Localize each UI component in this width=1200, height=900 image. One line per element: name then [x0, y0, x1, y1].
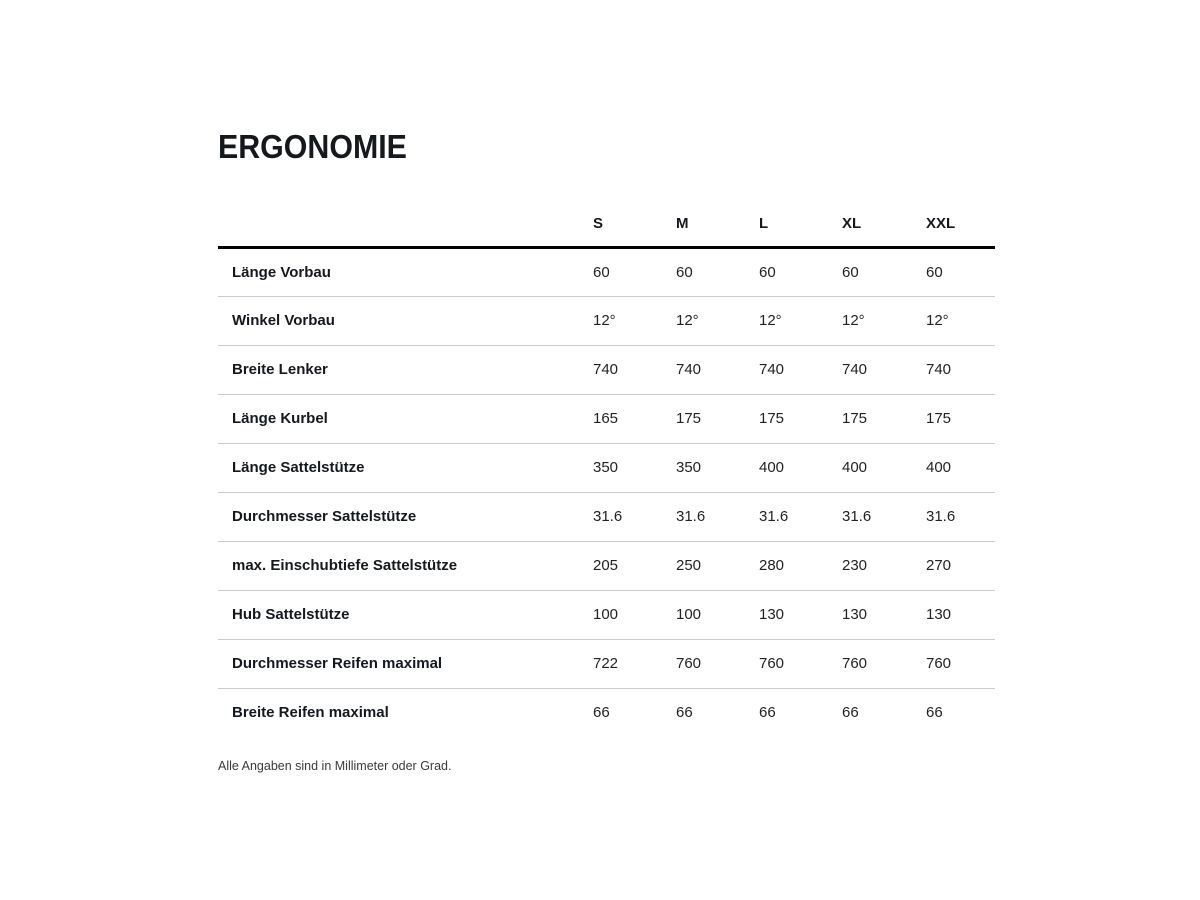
- spec-value: 12°: [676, 296, 759, 345]
- spec-value: 12°: [593, 296, 676, 345]
- row-label: Länge Sattelstütze: [218, 443, 593, 492]
- spec-value: 130: [759, 590, 842, 639]
- spec-value: 740: [926, 345, 995, 394]
- row-label: max. Einschubtiefe Sattelstütze: [218, 541, 593, 590]
- spec-value: 100: [593, 590, 676, 639]
- spec-value: 31.6: [676, 492, 759, 541]
- spec-value: 66: [593, 704, 610, 722]
- spec-table-body: [218, 247, 995, 737]
- spec-value: 740: [593, 345, 676, 394]
- spec-value: 130: [926, 590, 995, 639]
- spec-value: 205: [593, 541, 676, 590]
- spec-value: 230: [842, 541, 926, 590]
- row-label: Hub Sattelstütze: [218, 590, 593, 639]
- spec-value: 165: [593, 394, 676, 443]
- spec-value: 760: [842, 639, 926, 688]
- spec-value: 66: [842, 704, 859, 722]
- row-label: Länge Vorbau: [218, 247, 593, 296]
- spec-value: 760: [676, 639, 759, 688]
- spec-value: 280: [759, 541, 842, 590]
- spec-value: 740: [759, 345, 842, 394]
- spec-value: 60: [842, 247, 926, 296]
- column-header: S: [593, 187, 676, 247]
- spec-value: 400: [926, 443, 995, 492]
- spec-value: 12°: [842, 296, 926, 345]
- spec-value: 760: [926, 639, 995, 688]
- spec-value: 31.6: [926, 492, 995, 541]
- row-label: Breite Reifen maximal: [232, 704, 389, 722]
- page-title: ERGONOMIE: [218, 128, 407, 165]
- spec-value: 400: [842, 443, 926, 492]
- row-label: Durchmesser Sattelstütze: [218, 492, 593, 541]
- spec-value: 12°: [759, 296, 842, 345]
- column-header: L: [759, 187, 842, 247]
- spec-value: 60: [926, 247, 995, 296]
- spec-value: 760: [759, 639, 842, 688]
- table-row: [218, 590, 995, 639]
- spec-value: 400: [759, 443, 842, 492]
- table-row: [218, 247, 995, 296]
- column-header: M: [676, 187, 759, 247]
- spec-value: 175: [676, 394, 759, 443]
- spec-value: 270: [926, 541, 995, 590]
- footnote: Alle Angaben sind in Millimeter oder Grad.: [218, 759, 452, 773]
- spec-value: 350: [676, 443, 759, 492]
- spec-value: 31.6: [842, 492, 926, 541]
- column-header: XXL: [926, 187, 995, 247]
- spec-value: 60: [759, 247, 842, 296]
- row-label: Breite Lenker: [218, 345, 593, 394]
- spec-value: 175: [926, 394, 995, 443]
- table-row: [218, 688, 995, 737]
- spec-table: [218, 187, 995, 737]
- spec-value: 250: [676, 541, 759, 590]
- spec-value: 66: [759, 704, 776, 722]
- spec-value: 100: [676, 590, 759, 639]
- row-label: Winkel Vorbau: [218, 296, 593, 345]
- spec-value: 66: [926, 704, 943, 722]
- table-row: [218, 394, 995, 443]
- spec-value: 350: [593, 443, 676, 492]
- table-row: [218, 541, 995, 590]
- spec-value: 740: [676, 345, 759, 394]
- table-row: [218, 296, 995, 345]
- table-row: [218, 345, 995, 394]
- row-label: Durchmesser Reifen maximal: [218, 639, 593, 688]
- column-header: XL: [842, 187, 926, 247]
- label-column-header: [218, 187, 593, 247]
- row-label: Länge Kurbel: [218, 394, 593, 443]
- spec-value: 60: [593, 247, 676, 296]
- spec-value: 66: [676, 704, 693, 722]
- spec-value: 175: [842, 394, 926, 443]
- spec-value: 175: [759, 394, 842, 443]
- table-header-row: [218, 187, 995, 247]
- spec-value: 130: [842, 590, 926, 639]
- ergonomics-section: [218, 130, 995, 773]
- spec-value: 31.6: [593, 492, 676, 541]
- spec-value: 60: [676, 247, 759, 296]
- spec-value: 31.6: [759, 492, 842, 541]
- table-row: [218, 639, 995, 688]
- spec-value: 740: [842, 345, 926, 394]
- spec-value: 722: [593, 639, 676, 688]
- table-row: [218, 443, 995, 492]
- table-row: [218, 492, 995, 541]
- spec-value: 12°: [926, 296, 995, 345]
